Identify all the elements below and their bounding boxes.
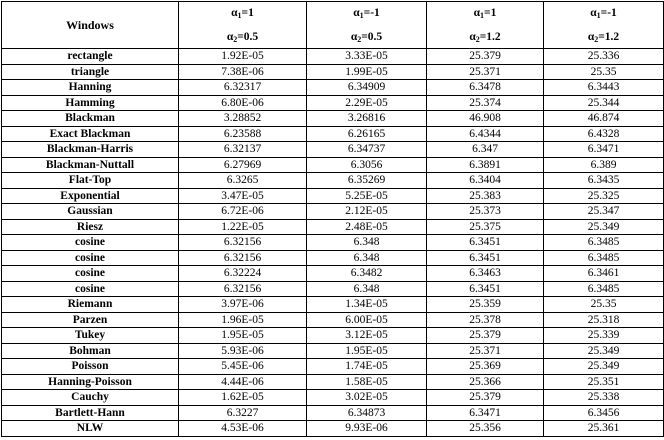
window-name-cell: Blackman-Nuttall	[2, 157, 179, 173]
value-cell: 1.62E-05	[179, 390, 307, 406]
table-row	[2, 312, 664, 328]
value-cell: 6.3461	[544, 266, 664, 282]
value-cell: 1.96E-05	[179, 312, 307, 328]
window-name-cell: triangle	[2, 64, 179, 80]
header-row	[2, 2, 664, 49]
value-cell: 25.383	[427, 188, 544, 204]
table-row	[2, 126, 664, 142]
value-cell: 3.02E-05	[307, 390, 427, 406]
alpha2-label: $\alpha_2=1.2$	[587, 30, 620, 44]
value-cell: 25.361	[544, 421, 664, 437]
value-cell: 25.344	[544, 95, 664, 111]
value-cell: 2.29E-05	[307, 95, 427, 111]
alpha2-label: $\alpha_2=0.5$	[350, 30, 383, 44]
value-cell: 25.359	[427, 297, 544, 313]
value-cell: 6.32156	[179, 235, 307, 251]
window-name-cell: Tukey	[2, 328, 179, 344]
table-row	[2, 95, 664, 111]
table-body	[2, 49, 664, 437]
value-cell: 25.374	[427, 95, 544, 111]
value-cell: 1.34E-05	[307, 297, 427, 313]
value-cell: 1.99E-05	[307, 64, 427, 80]
value-cell: 25.35	[544, 297, 664, 313]
value-cell: 6.23588	[179, 126, 307, 142]
table-container	[1, 1, 663, 438]
table-row	[2, 421, 664, 437]
window-name-cell: Parzen	[2, 312, 179, 328]
value-cell: 25.366	[427, 374, 544, 390]
alpha2-label: $\alpha_2=1.2$	[469, 30, 501, 44]
value-cell: 6.32137	[179, 142, 307, 158]
value-cell: 25.347	[544, 204, 664, 220]
window-name-cell: Gaussian	[2, 204, 179, 220]
value-cell: 4.53E-06	[179, 421, 307, 437]
value-cell: 6.3451	[427, 250, 544, 266]
value-cell: 25.373	[427, 204, 544, 220]
table-header	[2, 2, 664, 49]
window-name-cell: cosine	[2, 250, 179, 266]
value-cell: 6.3485	[544, 235, 664, 251]
value-cell: 6.3891	[427, 157, 544, 173]
table-row	[2, 359, 664, 375]
value-cell: 6.4344	[427, 126, 544, 142]
value-cell: 6.3443	[544, 80, 664, 96]
table-row	[2, 204, 664, 220]
value-cell: 25.339	[544, 328, 664, 344]
value-cell: 25.336	[544, 49, 664, 65]
table-row	[2, 49, 664, 65]
value-cell: 1.95E-05	[179, 328, 307, 344]
value-cell: 6.80E-06	[179, 95, 307, 111]
alpha2-label: $\alpha_2=0.5$	[226, 30, 259, 44]
table-row	[2, 142, 664, 158]
table-row	[2, 157, 664, 173]
value-cell: 25.325	[544, 188, 664, 204]
value-cell: 6.389	[544, 157, 664, 173]
window-name-cell: cosine	[2, 266, 179, 282]
table-row	[2, 219, 664, 235]
table-row	[2, 250, 664, 266]
window-name-cell: cosine	[2, 235, 179, 251]
value-cell: 5.93E-06	[179, 343, 307, 359]
value-cell: 6.3482	[307, 266, 427, 282]
windows-results-table	[1, 1, 664, 437]
table-row	[2, 328, 664, 344]
window-name-cell: Exact Blackman	[2, 126, 179, 142]
value-cell: 6.3463	[427, 266, 544, 282]
value-cell: 7.38E-06	[179, 64, 307, 80]
value-cell: 6.32156	[179, 250, 307, 266]
value-cell: 25.375	[427, 219, 544, 235]
value-cell: 25.379	[427, 328, 544, 344]
value-cell: 6.347	[427, 142, 544, 158]
window-name-cell: cosine	[2, 281, 179, 297]
value-cell: 9.93E-06	[307, 421, 427, 437]
value-cell: 3.12E-05	[307, 328, 427, 344]
value-cell: 6.32224	[179, 266, 307, 282]
value-cell: 6.3485	[544, 250, 664, 266]
value-cell: 6.3404	[427, 173, 544, 189]
value-cell: 25.349	[544, 359, 664, 375]
value-cell: 25.371	[427, 64, 544, 80]
windows-column-header: Windows	[2, 2, 179, 49]
value-cell: 25.378	[427, 312, 544, 328]
value-cell: 6.3435	[544, 173, 664, 189]
value-cell: 1.95E-05	[307, 343, 427, 359]
window-name-cell: Exponential	[2, 188, 179, 204]
alpha1-label: $\alpha_1=-1$	[590, 6, 617, 20]
value-cell: 6.348	[307, 250, 427, 266]
value-cell: 3.47E-05	[179, 188, 307, 204]
value-cell: 4.44E-06	[179, 374, 307, 390]
table-row	[2, 374, 664, 390]
value-cell: 25.338	[544, 390, 664, 406]
alpha1-label: $\alpha_1=-1$	[353, 6, 380, 20]
value-cell: 6.3485	[544, 281, 664, 297]
value-cell: 6.3056	[307, 157, 427, 173]
value-cell: 46.908	[427, 111, 544, 127]
value-cell: 25.351	[544, 374, 664, 390]
value-cell: 46.874	[544, 111, 664, 127]
value-cell: 6.3478	[427, 80, 544, 96]
value-cell: 6.34873	[307, 405, 427, 421]
window-name-cell: Hamming	[2, 95, 179, 111]
table-row	[2, 64, 664, 80]
param-column-header	[179, 2, 307, 49]
value-cell: 25.35	[544, 64, 664, 80]
value-cell: 6.3456	[544, 405, 664, 421]
value-cell: 6.3265	[179, 173, 307, 189]
value-cell: 25.349	[544, 219, 664, 235]
value-cell: 6.35269	[307, 173, 427, 189]
value-cell: 3.28852	[179, 111, 307, 127]
table-row	[2, 281, 664, 297]
window-name-cell: Hanning	[2, 80, 179, 96]
value-cell: 2.48E-05	[307, 219, 427, 235]
value-cell: 6.348	[307, 281, 427, 297]
window-name-cell: Hanning-Poisson	[2, 374, 179, 390]
param-column-header	[427, 2, 544, 49]
value-cell: 1.58E-05	[307, 374, 427, 390]
value-cell: 25.318	[544, 312, 664, 328]
value-cell: 3.26816	[307, 111, 427, 127]
value-cell: 1.22E-05	[179, 219, 307, 235]
window-name-cell: Blackman	[2, 111, 179, 127]
window-name-cell: Blackman-Harris	[2, 142, 179, 158]
value-cell: 25.369	[427, 359, 544, 375]
param-column-header	[544, 2, 664, 49]
alpha1-label: $\alpha_1=1$	[473, 6, 497, 20]
table-row	[2, 173, 664, 189]
table-row	[2, 235, 664, 251]
window-name-cell: Riesz	[2, 219, 179, 235]
window-name-cell: NLW	[2, 421, 179, 437]
table-row	[2, 343, 664, 359]
window-name-cell: Bohman	[2, 343, 179, 359]
value-cell: 25.371	[427, 343, 544, 359]
table-row	[2, 390, 664, 406]
value-cell: 1.74E-05	[307, 359, 427, 375]
value-cell: 25.349	[544, 343, 664, 359]
value-cell: 6.32317	[179, 80, 307, 96]
window-name-cell: Cauchy	[2, 390, 179, 406]
value-cell: 3.33E-05	[307, 49, 427, 65]
value-cell: 6.3451	[427, 235, 544, 251]
value-cell: 6.3471	[544, 142, 664, 158]
value-cell: 6.3471	[427, 405, 544, 421]
table-row	[2, 266, 664, 282]
value-cell: 6.34909	[307, 80, 427, 96]
param-column-header	[307, 2, 427, 49]
window-name-cell: Bartlett-Hann	[2, 405, 179, 421]
value-cell: 25.356	[427, 421, 544, 437]
value-cell: 6.00E-05	[307, 312, 427, 328]
value-cell: 6.27969	[179, 157, 307, 173]
value-cell: 6.34737	[307, 142, 427, 158]
value-cell: 6.26165	[307, 126, 427, 142]
value-cell: 6.32156	[179, 281, 307, 297]
window-name-cell: Poisson	[2, 359, 179, 375]
value-cell: 2.12E-05	[307, 204, 427, 220]
value-cell: 1.92E-05	[179, 49, 307, 65]
value-cell: 3.97E-06	[179, 297, 307, 313]
table-row	[2, 111, 664, 127]
table-row	[2, 188, 664, 204]
table-row	[2, 405, 664, 421]
value-cell: 5.25E-05	[307, 188, 427, 204]
value-cell: 25.379	[427, 390, 544, 406]
value-cell: 6.348	[307, 235, 427, 251]
window-name-cell: rectangle	[2, 49, 179, 65]
value-cell: 25.379	[427, 49, 544, 65]
window-name-cell: Riemann	[2, 297, 179, 313]
window-name-cell: Flat-Top	[2, 173, 179, 189]
value-cell: 6.3227	[179, 405, 307, 421]
value-cell: 6.72E-06	[179, 204, 307, 220]
value-cell: 6.4328	[544, 126, 664, 142]
value-cell: 5.45E-06	[179, 359, 307, 375]
table-row	[2, 297, 664, 313]
alpha1-label: $\alpha_1=1$	[231, 6, 254, 20]
value-cell: 6.3451	[427, 281, 544, 297]
table-row	[2, 80, 664, 96]
